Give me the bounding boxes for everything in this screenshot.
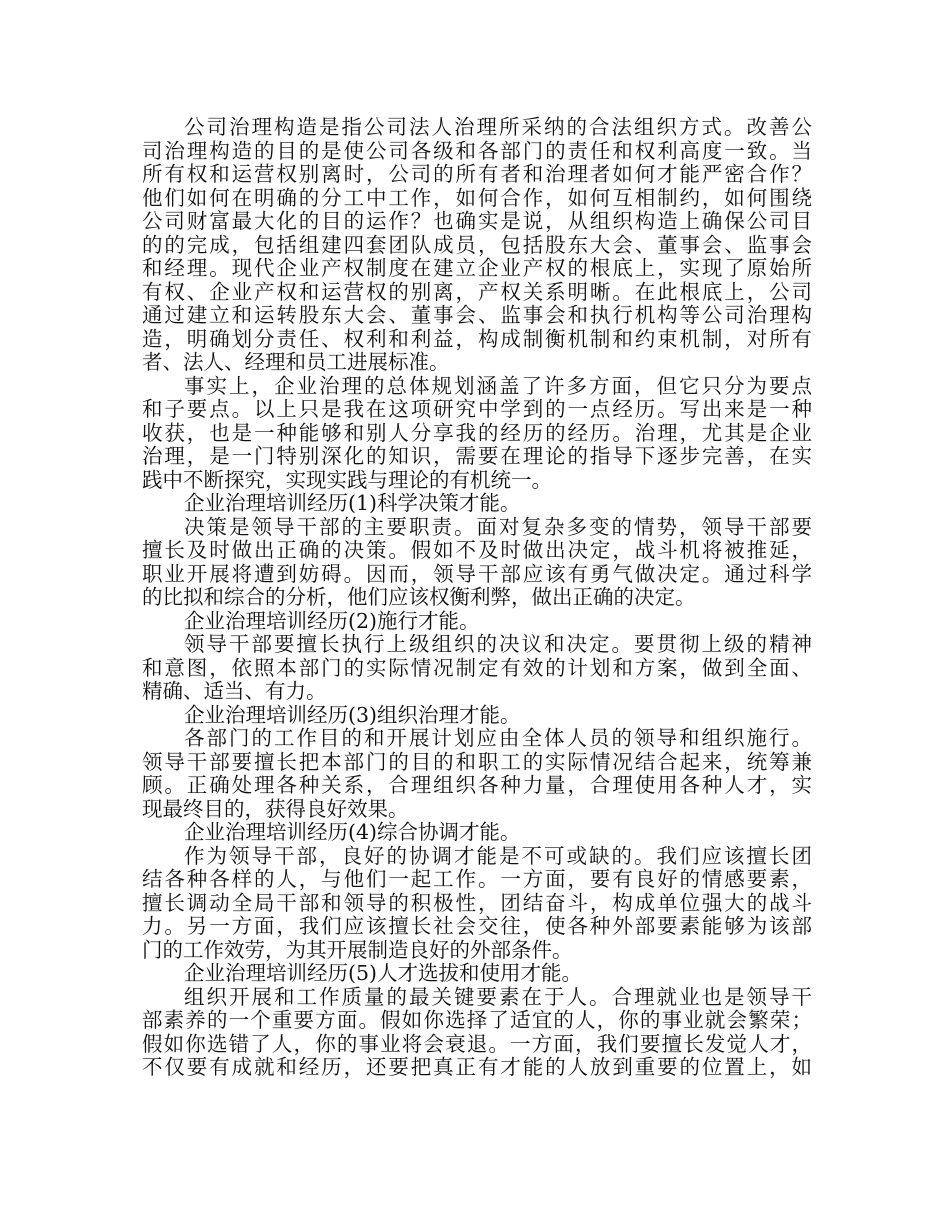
text-line: 门的工作效劳，为其开展制造良好的外部条件。 <box>142 937 573 962</box>
text-line: 所有权和运营权别离时，公司的所有者和治理者如何才能严密合作？ <box>142 162 812 186</box>
text-line: 通过建立和运转股东大会、董事会、监事会和执行机构等公司治理构 <box>142 303 812 327</box>
text-line: 公司财富最大化的目的运作？也确实是说，从组织构造上确保公司目 <box>142 209 812 233</box>
text-line: 收获，也是一种能够和别人分享我的经历的经历。治理，尤其是企业 <box>142 420 812 445</box>
text-line: 企业治理培训经历(5)人才选拔和使用才能。 <box>184 961 583 985</box>
text-line: 的比拟和综合的分析，他们应该权衡利弊，做出正确的决定。 <box>142 585 696 609</box>
text-line: 和意图，依照本部门的实际情况制定有效的计划和方案，做到全面、 <box>142 655 812 680</box>
text-line: 企业治理培训经历(1)科学决策才能。 <box>184 491 521 515</box>
document-page <box>142 116 812 1080</box>
text-line: 和经理。现代企业产权制度在建立企业产权的根底上，实现了原始所 <box>142 256 812 280</box>
text-line: 力。另一方面，我们应该擅长社会交往，使各种外部要素能够为该部 <box>142 914 812 938</box>
text-line: 和子要点。以上只是我在这项研究中学到的一点经历。写出来是一种 <box>142 397 812 421</box>
text-line: 企业治理培训经历(4)综合协调才能。 <box>184 820 521 844</box>
text-line: 擅长调动全局干部和领导的积极性，团结奋斗，构成单位强大的战斗 <box>142 890 812 915</box>
text-line: 者、法人、经理和员工进展标准。 <box>142 350 450 374</box>
text-line: 结各种各样的人，与他们一起工作。一方面，要有良好的情感要素， <box>142 867 812 891</box>
text-line: 事实上，企业治理的总体规划涵盖了许多方面，但它只分为要点 <box>184 373 812 398</box>
text-line: 现最终目的，获得良好效果。 <box>142 796 409 821</box>
text-line: 司治理构造的目的是使公司各级和各部门的责任和权利高度一致。当 <box>142 138 812 163</box>
text-line: 企业治理培训经历(3)组织治理才能。 <box>184 702 521 727</box>
text-line: 作为领导干部，良好的协调才能是不可或缺的。我们应该擅长团 <box>184 843 812 868</box>
text-line: 企业治理培训经历(2)施行才能。 <box>184 608 480 633</box>
text-line: 不仅要有成就和经历，还要把真正有才能的人放到重要的位置上，如 <box>142 1055 812 1079</box>
text-line: 公司治理构造是指公司法人治理所采纳的合法组织方式。改善公 <box>184 115 812 139</box>
text-line: 的的完成，包括组建四套团队成员，包括股东大会、董事会、监事会 <box>142 232 812 257</box>
text-line: 治理，是一门特别深化的知识，需要在理论的指导下逐步完善，在实 <box>142 444 812 468</box>
text-line: 决策是领导干部的主要职责。面对复杂多变的情势，领导干部要 <box>184 514 812 539</box>
text-line: 领导干部要擅长执行上级组织的决议和决定。要贯彻上级的精神 <box>184 632 812 656</box>
text-line: 组织开展和工作质量的最关键要素在于人。合理就业也是领导干 <box>184 984 812 1009</box>
text-line: 践中不断探究，实现实践与理论的有机统一。 <box>142 467 552 492</box>
text-line: 擅长及时做出正确的决策。假如不及时做出决定，战斗机将被推延， <box>142 538 812 562</box>
text-line: 部素养的一个重要方面。假如你选择了适宜的人，你的事业就会繁荣； <box>142 1008 812 1032</box>
text-line: 职业开展将遭到妨碍。因而，领导干部应该有勇气做决定。通过科学 <box>142 561 812 586</box>
text-line: 顾。正确处理各种关系，合理组织各种力量，合理使用各种人才，实 <box>142 773 812 797</box>
text-line: 他们如何在明确的分工中工作，如何合作，如何互相制约，如何围绕 <box>142 185 812 210</box>
text-line: 领导干部要擅长把本部门的目的和职工的实际情况结合起来，统筹兼 <box>142 749 812 774</box>
text-line: 有权、企业产权和运营权的别离，产权关系明晰。在此根底上，公司 <box>142 279 812 304</box>
text-line: 精确、适当、有力。 <box>142 679 327 703</box>
text-line: 造，明确划分责任、权利和利益，构成制衡机制和约束机制，对所有 <box>142 326 812 351</box>
text-line: 假如你选错了人，你的事业将会衰退。一方面，我们要擅长发觉人才， <box>142 1031 812 1056</box>
text-line: 各部门的工作目的和开展计划应由全体人员的领导和组织施行。 <box>184 726 812 750</box>
